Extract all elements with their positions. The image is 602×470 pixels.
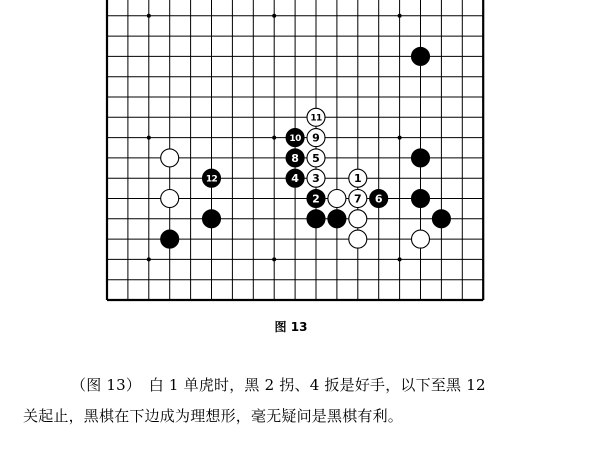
black-stone-4 [286,169,304,187]
star-point [147,136,151,140]
move-number-label: 3 [312,172,320,186]
star-point [147,257,151,261]
white-stone [328,190,346,208]
black-stone-2 [307,190,325,208]
white-stone [349,210,367,228]
commentary-line-1: （图 13） 白 1 单虎时，黑 2 拐、4 扳是好手，以下至黑 12 [71,376,486,394]
stone-disc [349,210,367,228]
stone-disc [349,230,367,248]
move-number-label: 9 [312,131,320,145]
star-point [398,136,402,140]
white-stone [412,230,430,248]
stone-disc [412,230,430,248]
black-stone-10 [286,129,304,147]
stone-disc [307,210,325,228]
black-stone [161,230,179,248]
stones-layer [161,0,451,248]
figure-caption: 图 13 [274,320,308,334]
stone-disc [161,149,179,167]
white-stone [161,190,179,208]
white-stone-1 [349,169,367,187]
white-stone-5 [307,149,325,167]
white-stone-3 [307,169,325,187]
stone-disc [328,190,346,208]
move-number-label: 10 [289,133,301,144]
commentary-line-2: 关起止，黑棋在下边成为理想形，毫无疑问是黑棋有利。 [23,407,404,425]
black-stone-12 [203,169,221,187]
move-number-label: 12 [205,174,218,185]
stone-disc [203,210,221,228]
move-number-label: 6 [374,192,383,206]
move-number-label: 8 [291,151,299,165]
black-stone [412,47,430,65]
stone-disc [412,47,430,65]
white-stone [349,230,367,248]
stone-disc [412,190,430,208]
star-point [398,257,402,261]
black-stone [432,210,450,228]
black-stone [412,149,430,167]
star-point [272,14,276,18]
stone-disc [412,149,430,167]
star-point [398,14,402,18]
black-stone [203,210,221,228]
stone-disc [432,210,450,228]
move-number-label: 5 [312,151,320,165]
move-number-label: 7 [353,192,362,206]
move-number-label: 4 [291,172,299,186]
white-stone-11 [307,108,325,126]
stone-disc [161,230,179,248]
white-stone-9 [307,129,325,147]
black-stone [412,190,430,208]
black-stone-6 [370,190,388,208]
move-number-label: 1 [353,172,362,186]
white-stone [161,149,179,167]
stone-disc [328,210,346,228]
star-point [272,257,276,261]
move-number-label: 2 [312,192,320,206]
black-stone-8 [286,149,304,167]
white-stone-7 [349,190,367,208]
black-stone [307,210,325,228]
stone-disc [161,190,179,208]
star-point [147,14,151,18]
move-number-label: 11 [310,113,322,124]
star-point [272,136,276,140]
black-stone [328,210,346,228]
